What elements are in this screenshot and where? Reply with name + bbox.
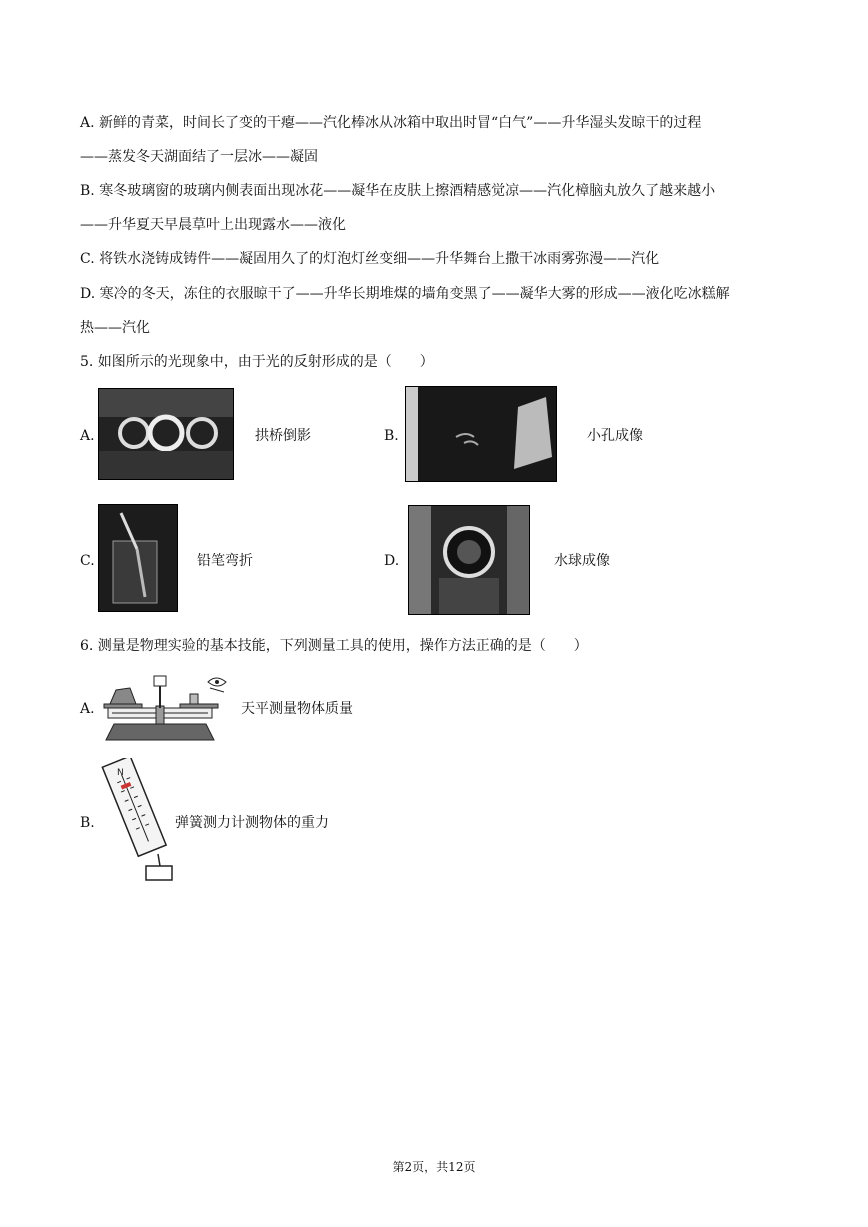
q6-choice-a-caption: 天平测量物体质量 bbox=[241, 701, 353, 717]
page-footer: 第2页，共12页 bbox=[392, 1160, 476, 1174]
q4-option-d-line1: D. 寒冷的冬天，冻住的衣服晾干了——升华长期堆煤的墙角变黑了——凝华大雾的形成——液化吃冰糕解 bbox=[80, 286, 730, 302]
q5-choice-b-letter: B. bbox=[384, 428, 399, 444]
q5-choice-a-letter: A. bbox=[80, 428, 95, 444]
q5-stem: 5. 如图所示的光现象中，由于光的反射形成的是（ ） bbox=[80, 354, 434, 370]
q4-option-a-line1: A. 新鲜的青菜，时间长了变的干瘪——汽化棒冰从冰箱中取出时冒“白气”——升华湿头发晾干的过程 bbox=[80, 115, 702, 131]
q5-choice-b-photo bbox=[405, 386, 557, 482]
q4-option-a-line2: ——蒸发冬天湖面结了一层冰——凝固 bbox=[80, 149, 318, 165]
q4-option-c-line1: C. 将铁水浇铸成铸件——凝固用久了的灯泡灯丝变细——升华舞台上撒干冰雨雾弥漫——汽化 bbox=[80, 251, 660, 267]
q4-option-b-line2: ——升华夏天早晨草叶上出现露水——液化 bbox=[80, 217, 346, 233]
q5-choice-c-letter: C. bbox=[80, 553, 95, 569]
q5-choice-d-caption: 水球成像 bbox=[554, 553, 610, 569]
q6-choice-b-letter: B. bbox=[80, 815, 95, 831]
q6-choice-b-caption: 弹簧测力计测物体的重力 bbox=[175, 815, 329, 831]
spring-scale-unit-label: N bbox=[117, 768, 124, 778]
q6-stem: 6. 测量是物理实验的基本技能，下列测量工具的使用，操作方法正确的是（ ） bbox=[80, 638, 588, 654]
q4-option-b-line1: B. 寒冬玻璃窗的玻璃内侧表面出现冰花——凝华在皮肤上擦酒精感觉凉——汽化樟脑丸放久了越来越小 bbox=[80, 183, 716, 199]
q5-choice-d-photo bbox=[408, 505, 530, 615]
balance-scale-figure bbox=[100, 668, 235, 743]
q5-choice-c-photo bbox=[98, 504, 178, 612]
q5-choice-a-caption: 拱桥倒影 bbox=[255, 428, 311, 444]
q6-choice-a-letter: A. bbox=[80, 701, 95, 717]
q5-choice-d-letter: D. bbox=[384, 553, 400, 569]
q5-choice-b-caption: 小孔成像 bbox=[587, 428, 643, 444]
q5-choice-a-photo bbox=[98, 388, 234, 480]
q4-option-d-line2: 热——汽化 bbox=[80, 320, 150, 336]
q5-choice-c-caption: 铅笔弯折 bbox=[197, 553, 253, 569]
